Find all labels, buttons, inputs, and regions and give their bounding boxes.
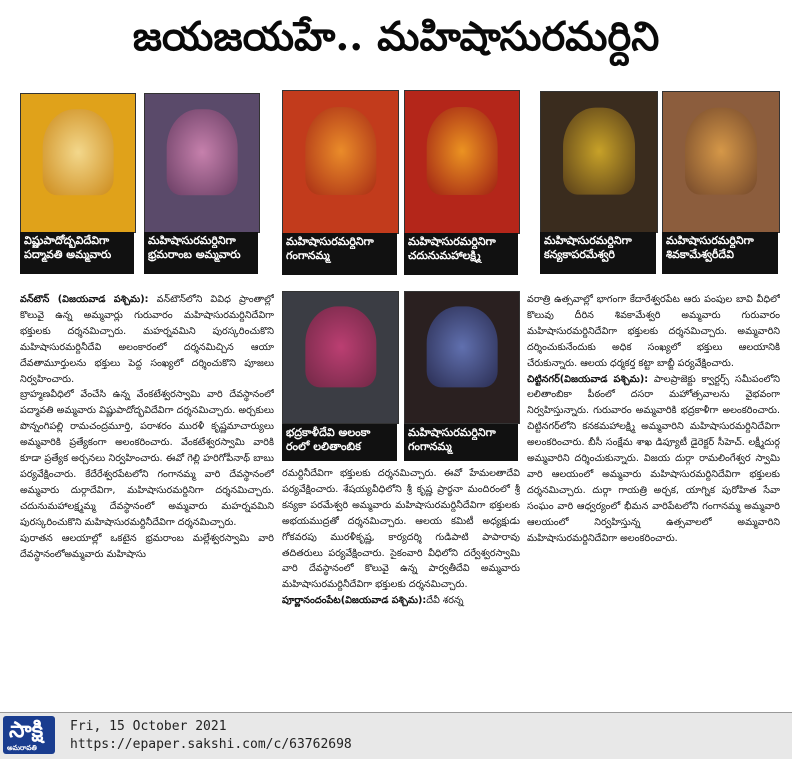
photo-padmavathi [20, 93, 136, 233]
photo-gangamma-2 [404, 291, 520, 424]
column-2-tail: దేవీ శరన్న [426, 595, 464, 607]
photo-bhramaramba [144, 93, 260, 233]
photo-gangamma-1 [282, 90, 399, 234]
column-1-para-2: బ్రాహ్మణవీధిలో వేంచేసి ఉన్న వేంకటేశ్వరస్వామి వారి దేవస్థానంలో పద్మావతి అమ్మవారు విష్ణుపాదోద్భవిదేవిగా దర్శనమిచ్చారు. అర్చకులు పొన్నంగిపల్లి రామచంద్రమూర్తి, పరాశరం మురళీ కృష్ణమాచార్యులు అమ్మవారికి ప్రత్యేకంగా అలంకరించారు. వేంకటేశ్వరస్వామి వారికి కూడా ప్రత్యేక అర్చనలు నిర్వహించారు. ఈవో గెల్లి హరిగోపీనాథ్ బాబు పర్యవేక్షించారు. కేదేరేశ్వరపేటలోని గంగానమ్మ వారి దేవస్థానంలో అమ్మవారు దుర్గాదేవిగా, మహిషాసురమర్దినిగా దర్శనమిచ్చారు. చదునుమహాలక్ష్మమ్మ దేవస్థానంలో అమ్మవారు మహర్నవమిని పురస్కరించుకొని మహిషాసురమర్దినీదేవిగా దర్శనమిచ్చారు. [20, 389, 274, 528]
photo-mahalakshmi [404, 90, 520, 234]
photo-sivakameswari [662, 91, 780, 233]
dateline-purnanandampet: పూర్ణానందంపేట(విజయవాడ పశ్చిమ): [282, 595, 427, 607]
headline: జయజయహే.. మహిషాసురమర్దిని [132, 13, 660, 60]
dateline-chittinagar: చిట్టినగర్(విజయవాడ పశ్చిమ): [527, 373, 649, 385]
caption-sivakameswari: మహిషాసురమర్దినిగా శివకామేశ్వరీదేవి [662, 232, 778, 274]
caption-lalithambika: భద్రకాళీదేవి అలంకా రంలో లలితాంబిక [282, 424, 397, 461]
caption-gangamma-2: మహిషాసురమర్దినిగా గంగానమ్మ [404, 424, 518, 461]
sakshi-logo[interactable] [3, 716, 55, 754]
logo-edition: అమరావతి [7, 743, 37, 752]
column-3-para-2: పాలప్రాజెక్టు క్వార్టర్స్ సమీపంలోని లలితాంబికా పీఠంలో దసరా మహోత్సవాలను వైభవంగా నిర్వహిస్తున్నారు. గురువారం అమ్మవారికి భద్రకాళీగా అలంకరించారు. చిట్టినగర్‌లోని కనకమహాలక్ష్మి అమ్మవారిని మహిషాసురమర్దినిదేవిగా అలంకరించారు. బీసీ సంక్షేమ శాఖ డిప్యూటీ డైరెక్టర్ సీహెచ్. లక్ష్మీదుర్గ అమ్మవారిని దర్శించుకున్నారు. విజయ దుర్గా రామలింగేశ్వర స్వామి వారి ఆలయంలో అమ్మవారు మహిషాసురమర్దినిదేవిగా భక్తులకు దర్శనమిచ్చారు. దుర్గా గాయత్రి అర్చక, యాగ్నిక పురోహిత సేవా సంఘం వారి ఆధ్వర్యంలో భీమన వారిపేటలోని గంగానమ్మ అమ్మవారి ఆలయంలో నిర్వహిస్తున్న ఉత్సవాలలో అమ్మవారిని మహిషాసురమర్దినిదేవిగా అలంకరించారు. [527, 373, 780, 544]
publish-date: Fri, 15 October 2021 [70, 719, 227, 734]
column-1-para-3: పురాతన ఆలయాల్లో ఒకటైన భ్రమరాంబ మల్లేశ్వరస్వామి వారి దేవస్థానంలోఅమ్మవారు మహిషాసు [20, 532, 274, 560]
photo-lalithambika [282, 291, 399, 424]
caption-mahalakshmi: మహిషాసురమర్దినిగా చదునుమహాలక్ష్మి [404, 233, 518, 275]
epaper-url[interactable]: https://epaper.sakshi.com/c/63762698 [70, 737, 352, 752]
column-1-para-1: వన్‌టౌన్‌లోని వివిధ ప్రాంతాల్లో కొలువై ఉన్న అమ్మవార్లు గురువారం మహిషాసురమర్దినిదేవిగా భక్తులకు దర్శనమిచ్చారు. మహర్నవమిని పురస్కరించుకొని మహిషాసురమర్దినీదేవి అలంకారంలో దర్శనమిచ్చిన ఆయా దేవతామూర్తులను భక్తులు పెద్ద సంఖ్యలో దర్శించుకొని పూజలు నిర్వహించారు. [20, 294, 274, 385]
caption-padmavathi: విష్ణుపాదోద్భవిదేవిగా పద్మావతి అమ్మవారు [20, 232, 134, 274]
dateline-one-town: వన్‌టౌన్ (విజయవాడ పశ్చిమ): [20, 294, 149, 305]
logo-text: సాక్షి [9, 717, 44, 743]
caption-kanyakaparameswari: మహిషాసురమర్దినిగా కన్యకాపరమేశ్వరి [540, 232, 656, 274]
caption-bhramaramba: మహిషాసురమర్దినిగా భ్రమరాంబ అమ్మవారు [144, 232, 258, 274]
column-2-para-1: రమర్దినీదేవిగా భక్తులకు దర్శనమిచ్చారు. ఈవో హేమలతాదేవి పర్యవేక్షించారు. శేషయ్యవీధిలోని శ్రీ కృష్ణ ప్రార్థనా మందిరంలో శ్రీ కన్యకా పరమేశ్వరి అమ్మవారు మహిషాసురమర్దినీదేవిగా భక్తులకు అభయముద్రతో దర్శనమిచ్చారు. ఆలయ కమిటీ అధ్యక్షుడు గోకవరపు మురళీకృష్ణ, కార్యదర్శి గుడిపాటి పాపారావు తదితరులు పర్యవేక్షించారు. సైకంవారి వీధిలోని దర్వేశ్వరస్వామి వారి దేవస్థానంలో కొలువై ఉన్న పార్వతీదేవి అమ్మవారు మహిషాసురమర్దినీదేవిగా భక్తులకు దర్శనమిచ్చారు. [282, 468, 520, 591]
article-column-2 [282, 466, 520, 710]
photo-kanyakaparameswari [540, 91, 658, 233]
caption-gangamma-1: మహిషాసురమర్దినిగా గంగానమ్మ [282, 233, 397, 275]
article-column-3 [527, 292, 780, 710]
column-3-para-1: వరాత్రి ఉత్సవాల్లో భాగంగా కేదారేశ్వరపేట ఆరు పంపుల బావి వీధిలో కొలువు దీరిన శివకామేశ్వరి అమ్మవారు గురువారం మహిషాసురమర్దినిదేవిగా భక్తులకు దర్శనమిచ్చారు. అమ్మవారిని దర్శించుకునేందుకు అధిక సంఖ్యలో భక్తులు ఆలయానికి చేరుకున్నారు. ఆలయ ధర్మకర్త కట్టా బాబ్జీ పర్యవేక్షించారు. [527, 294, 780, 369]
article-column-1 [20, 292, 274, 710]
